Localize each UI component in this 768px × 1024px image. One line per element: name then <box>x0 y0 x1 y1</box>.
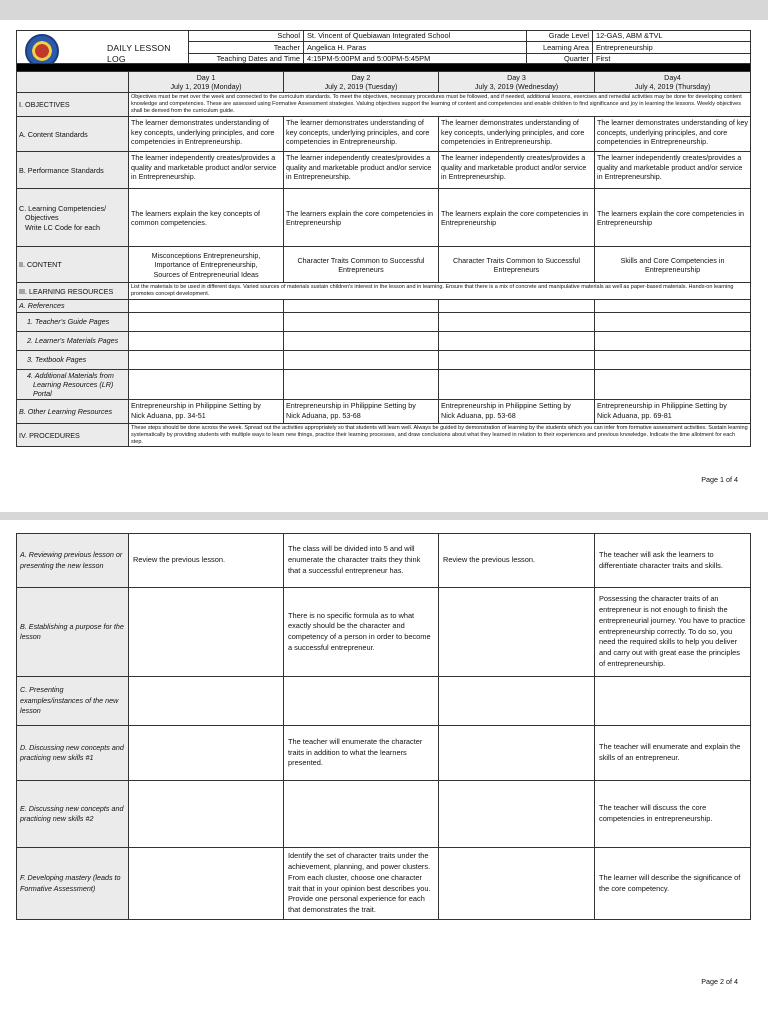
content-day-1: Misconceptions Entrepreneurship, Importance of Entrepreneurship, Sources of Entrepreneurial Ideas <box>129 247 284 283</box>
teaching-dates-value: 4:15PM-5:00PM and 5:00PM-5:45PM <box>304 53 527 64</box>
procedure-a-label: A. Reviewing previous lesson or presenting the new lesson <box>17 534 129 588</box>
competencies-day-3: The learners explain the core competencies in Entrepreneurship <box>439 189 595 247</box>
teaching-dates-label: Teaching Dates and Time <box>189 53 304 64</box>
other-resources-day-2: Entrepreneurship in Philippine Setting by Nick Aduana, pp. 53-68 <box>284 400 439 424</box>
procedure-b-day-4: Possessing the character traits of an entrepreneur is not enough to finish the entrepreneurial journey. You have to practice entrepreneurship correctly. To do so, you need the required skills to help you deliver and carry out with great ease the principles of entrepreneurship. <box>595 588 751 677</box>
day-4-header: Day4 July 4, 2019 (Thursday) <box>595 72 751 93</box>
procedure-a-day-2: The class will be divided into 5 and will enumerate the character traits they think that a successful entrepreneur has. <box>284 534 439 588</box>
procedure-f-day-2: Identify the set of character traits under the achievement, planning, and power clusters. From each cluster, choose one character trait that in your opinion best describes you. Provide one personal experience for each that demonstrates the trait. <box>284 848 439 920</box>
procedure-c-label: C. Presenting examples/instances of the new lesson <box>17 677 129 726</box>
learning-resources-note: List the materials to be used in different days. Varied sources of materials sustain children's interest in the lesson and in learning. Ensure that there is a mix of concrete and manipulative materials as well as paper-based materials. Hands-on learning promotes concept development. <box>129 283 751 300</box>
procedure-f-day-1 <box>129 848 284 920</box>
teacher-label: Teacher <box>189 42 304 53</box>
procedure-b-label: B. Establishing a purpose for the lesson <box>17 588 129 677</box>
procedure-e-day-3 <box>439 781 595 848</box>
content-standards-day-2: The learner demonstrates understanding of key concepts, underlying principles, and core competencies in Entrepreneurship. <box>284 117 439 152</box>
content-day-3: Character Traits Common to Successful Entrepreneurs <box>439 247 595 283</box>
header-logo-cell <box>17 31 189 65</box>
header-table <box>16 30 751 65</box>
school-label: School <box>189 31 304 42</box>
procedure-c-day-2 <box>284 677 439 726</box>
page-1-footer: Page 1 of 4 <box>701 475 738 484</box>
performance-standards-day-1: The learner independently creates/provides a quality and marketable product and/or service in Entrepreneurship. <box>129 152 284 189</box>
quarter-label: Quarter <box>527 53 593 64</box>
procedure-d-day-1 <box>129 726 284 781</box>
lesson-log-table <box>16 63 751 447</box>
procedure-d-day-3 <box>439 726 595 781</box>
references-label: A. References <box>17 300 129 312</box>
content-standards-day-1: The learner demonstrates understanding of key concepts, underlying principles, and core competencies in Entrepreneurship. <box>129 117 284 152</box>
competencies-label: C. Learning Competencies/ Objectives Write LC Code for each <box>17 189 129 247</box>
competencies-day-1: The learners explain the key concepts of common competencies. <box>129 189 284 247</box>
procedure-c-day-4 <box>595 677 751 726</box>
competencies-day-2: The learners explain the core competencies in Entrepreneurship <box>284 189 439 247</box>
other-resources-day-1: Entrepreneurship in Philippine Setting by Nick Aduana, pp. 34-51 <box>129 400 284 424</box>
procedure-f-day-3 <box>439 848 595 920</box>
textbook-pages-label: 3. Textbook Pages <box>17 350 129 369</box>
school-seal-logo <box>25 34 59 65</box>
procedure-b-day-3 <box>439 588 595 677</box>
other-resources-label: B. Other Learning Resources <box>17 400 129 424</box>
other-resources-day-3: Entrepreneurship in Philippine Setting by Nick Aduana, pp. 53-68 <box>439 400 595 424</box>
grade-level-label: Grade Level <box>527 31 593 42</box>
content-standards-label: A. Content Standards <box>17 117 129 152</box>
content-day-2: Character Traits Common to Successful Entrepreneurs <box>284 247 439 283</box>
page-1 <box>0 20 768 512</box>
other-resources-day-4: Entrepreneurship in Philippine Setting by Nick Aduana, pp. 69-81 <box>595 400 751 424</box>
procedures-table <box>16 533 751 920</box>
procedure-d-day-2: The teacher will enumerate the character traits in addition to what the learners presented. <box>284 726 439 781</box>
procedure-a-day-4: The teacher will ask the learners to differentiate character traits and skills. <box>595 534 751 588</box>
additional-materials-label: 4. Additional Materials from Learning Resources (LR) Portal <box>17 369 129 400</box>
procedure-e-day-2 <box>284 781 439 848</box>
procedure-e-day-4: The teacher will discuss the core competencies in entrepreneurship. <box>595 781 751 848</box>
day-2-header: Day 2 July 2, 2019 (Tuesday) <box>284 72 439 93</box>
learners-materials-label: 2. Learner's Materials Pages <box>17 331 129 350</box>
objectives-label: I. OBJECTIVES <box>17 93 129 117</box>
grade-level-value: 12-GAS, ABM &TVL <box>593 31 751 42</box>
procedure-f-day-4: The learner will describe the significance of the core competency. <box>595 848 751 920</box>
page-2 <box>0 520 768 1024</box>
page-2-footer: Page 2 of 4 <box>701 977 738 986</box>
procedures-label: IV. PROCEDURES <box>17 424 129 447</box>
learning-area-value: Entrepreneurship <box>593 42 751 53</box>
procedure-f-label: F. Developing mastery (leads to Formative Assessment) <box>17 848 129 920</box>
objectives-note: Objectives must be met over the week and connected to the curriculum standards. To meet the objectives, necessary procedures must be followed, and if needed, additional lessons, exercises and remedial activities may be done for developing content knowledge and competencies. These are assessed using Formative Assessment strategies. Valuing objectives support the learning of content and competencies and enable children to find significance and joy in learning the lessons. Weekly objectives shall be derived from the curriculum guide. <box>129 93 751 117</box>
content-label: II. CONTENT <box>17 247 129 283</box>
performance-standards-day-2: The learner independently creates/provides a quality and marketable product and/or service in Entrepreneurship. <box>284 152 439 189</box>
day-3-header: Day 3 July 3, 2019 (Wednesday) <box>439 72 595 93</box>
teacher-value: Angelica H. Paras <box>304 42 527 53</box>
black-divider-bar <box>17 64 751 72</box>
performance-standards-day-4: The learner independently creates/provides a quality and marketable product and/or service in Entrepreneurship. <box>595 152 751 189</box>
day-1-header: Day 1 July 1, 2019 (Monday) <box>129 72 284 93</box>
procedure-d-day-4: The teacher will enumerate and explain the skills of an entrepreneur. <box>595 726 751 781</box>
procedure-b-day-1 <box>129 588 284 677</box>
document-title: DAILY LESSON LOG <box>107 43 171 64</box>
procedure-c-day-1 <box>129 677 284 726</box>
learning-area-label: Learning Area <box>527 42 593 53</box>
procedures-note: These steps should be done across the week. Spread out the activities appropriately so that students will learn well. Always be guided by demonstration of learning by the students which you can infer from formative assessment activities. Sustain learning systematically by providing students with multiple ways to learn new things, practice their learning processes, and draw conclusions about what they learned in relation to their experiences and previous knowledge. Indicate the time allotment for each step. <box>129 424 751 447</box>
procedure-e-label: E. Discussing new concepts and practicing new skills #2 <box>17 781 129 848</box>
school-value: St. Vincent of Quebiawan Integrated School <box>304 31 527 42</box>
teachers-guide-label: 1. Teacher's Guide Pages <box>17 312 129 331</box>
quarter-value: First <box>593 53 751 64</box>
content-standards-day-4: The learner demonstrates understanding of key concepts, underlying principles, and core competencies in Entrepreneurship. <box>595 117 751 152</box>
performance-standards-day-3: The learner independently creates/provides a quality and marketable product and/or service in Entrepreneurship. <box>439 152 595 189</box>
content-day-4: Skills and Core Competencies in Entrepreneurship <box>595 247 751 283</box>
procedure-c-day-3 <box>439 677 595 726</box>
competencies-day-4: The learners explain the core competencies in Entrepreneurship <box>595 189 751 247</box>
procedure-b-day-2: There is no specific formula as to what exactly should be the character and competency of a person in order to become a successful entrepreneur. <box>284 588 439 677</box>
procedure-e-day-1 <box>129 781 284 848</box>
procedure-a-day-3: Review the previous lesson. <box>439 534 595 588</box>
day-header-blank <box>17 72 129 93</box>
procedure-d-label: D. Discussing new concepts and practicing new skills #1 <box>17 726 129 781</box>
learning-resources-label: III. LEARNING RESOURCES <box>17 283 129 300</box>
procedure-a-day-1: Review the previous lesson. <box>129 534 284 588</box>
performance-standards-label: B. Performance Standards <box>17 152 129 189</box>
content-standards-day-3: The learner demonstrates understanding of key concepts, underlying principles, and core competencies in Entrepreneurship. <box>439 117 595 152</box>
